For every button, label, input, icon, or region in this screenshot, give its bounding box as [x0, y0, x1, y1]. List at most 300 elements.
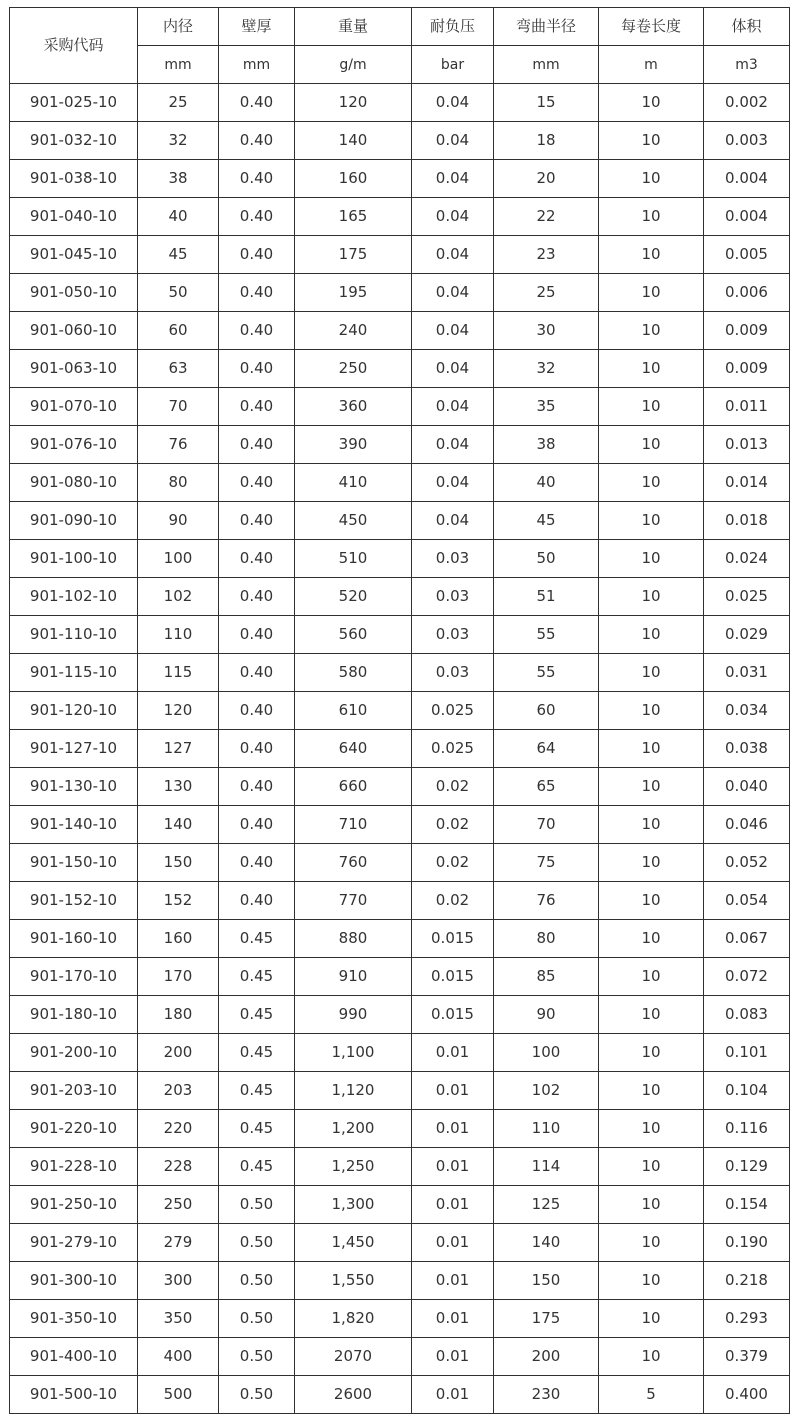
cell-wall-thickness: 0.45: [219, 1148, 295, 1186]
cell-inner-diameter: 160: [138, 920, 219, 958]
cell-bend-radius: 51: [494, 578, 599, 616]
cell-vacuum-resistance: 0.01: [412, 1072, 494, 1110]
cell-code: 901-076-10: [10, 426, 138, 464]
cell-wall-thickness: 0.40: [219, 312, 295, 350]
cell-code: 901-500-10: [10, 1376, 138, 1414]
cell-volume: 0.009: [704, 312, 790, 350]
cell-roll-length: 10: [599, 1072, 704, 1110]
cell-code: 901-152-10: [10, 882, 138, 920]
cell-inner-diameter: 120: [138, 692, 219, 730]
cell-wall-thickness: 0.50: [219, 1376, 295, 1414]
cell-roll-length: 10: [599, 654, 704, 692]
cell-vacuum-resistance: 0.015: [412, 996, 494, 1034]
cell-inner-diameter: 38: [138, 160, 219, 198]
cell-roll-length: 10: [599, 844, 704, 882]
cell-volume: 0.002: [704, 84, 790, 122]
cell-roll-length: 10: [599, 882, 704, 920]
cell-weight: 640: [295, 730, 412, 768]
cell-roll-length: 10: [599, 692, 704, 730]
cell-code: 901-120-10: [10, 692, 138, 730]
cell-bend-radius: 55: [494, 654, 599, 692]
unit-bend-radius: mm: [494, 46, 599, 84]
cell-weight: 1,120: [295, 1072, 412, 1110]
cell-weight: 120: [295, 84, 412, 122]
table-row: [10, 1110, 790, 1148]
cell-volume: 0.129: [704, 1148, 790, 1186]
cell-bend-radius: 80: [494, 920, 599, 958]
cell-volume: 0.034: [704, 692, 790, 730]
table-body: [10, 84, 790, 1414]
cell-inner-diameter: 127: [138, 730, 219, 768]
cell-bend-radius: 35: [494, 388, 599, 426]
cell-wall-thickness: 0.40: [219, 882, 295, 920]
cell-volume: 0.014: [704, 464, 790, 502]
cell-wall-thickness: 0.40: [219, 198, 295, 236]
cell-inner-diameter: 150: [138, 844, 219, 882]
cell-roll-length: 10: [599, 1186, 704, 1224]
cell-weight: 1,200: [295, 1110, 412, 1148]
cell-volume: 0.040: [704, 768, 790, 806]
header-row: [10, 8, 790, 46]
cell-volume: 0.101: [704, 1034, 790, 1072]
cell-wall-thickness: 0.50: [219, 1224, 295, 1262]
cell-code: 901-170-10: [10, 958, 138, 996]
table-row: [10, 122, 790, 160]
cell-code: 901-180-10: [10, 996, 138, 1034]
cell-weight: 250: [295, 350, 412, 388]
cell-volume: 0.009: [704, 350, 790, 388]
header-weight: 重量: [295, 8, 412, 46]
cell-vacuum-resistance: 0.03: [412, 654, 494, 692]
table-row: [10, 198, 790, 236]
cell-vacuum-resistance: 0.01: [412, 1148, 494, 1186]
table-row: [10, 920, 790, 958]
cell-bend-radius: 150: [494, 1262, 599, 1300]
header-wall-thickness: 壁厚: [219, 8, 295, 46]
header-inner-diameter: 内径: [138, 8, 219, 46]
cell-code: 901-150-10: [10, 844, 138, 882]
table-row: [10, 160, 790, 198]
cell-roll-length: 10: [599, 1224, 704, 1262]
cell-code: 901-127-10: [10, 730, 138, 768]
cell-roll-length: 10: [599, 350, 704, 388]
cell-weight: 910: [295, 958, 412, 996]
cell-volume: 0.154: [704, 1186, 790, 1224]
cell-inner-diameter: 500: [138, 1376, 219, 1414]
cell-vacuum-resistance: 0.04: [412, 464, 494, 502]
cell-code: 901-038-10: [10, 160, 138, 198]
cell-weight: 165: [295, 198, 412, 236]
header-vacuum-resistance: 耐负压: [412, 8, 494, 46]
header-code: 采购代码: [10, 8, 138, 84]
cell-roll-length: 10: [599, 578, 704, 616]
cell-inner-diameter: 80: [138, 464, 219, 502]
cell-roll-length: 10: [599, 198, 704, 236]
table-row: [10, 426, 790, 464]
cell-wall-thickness: 0.45: [219, 996, 295, 1034]
cell-wall-thickness: 0.40: [219, 274, 295, 312]
cell-bend-radius: 50: [494, 540, 599, 578]
table-row: [10, 654, 790, 692]
cell-wall-thickness: 0.50: [219, 1300, 295, 1338]
cell-volume: 0.052: [704, 844, 790, 882]
cell-bend-radius: 70: [494, 806, 599, 844]
cell-code: 901-040-10: [10, 198, 138, 236]
cell-bend-radius: 230: [494, 1376, 599, 1414]
cell-bend-radius: 23: [494, 236, 599, 274]
cell-inner-diameter: 25: [138, 84, 219, 122]
cell-bend-radius: 200: [494, 1338, 599, 1376]
cell-bend-radius: 110: [494, 1110, 599, 1148]
cell-weight: 990: [295, 996, 412, 1034]
cell-weight: 1,450: [295, 1224, 412, 1262]
unit-inner-diameter: mm: [138, 46, 219, 84]
cell-wall-thickness: 0.40: [219, 464, 295, 502]
cell-weight: 240: [295, 312, 412, 350]
cell-wall-thickness: 0.40: [219, 160, 295, 198]
cell-inner-diameter: 70: [138, 388, 219, 426]
cell-inner-diameter: 60: [138, 312, 219, 350]
cell-weight: 1,250: [295, 1148, 412, 1186]
cell-roll-length: 10: [599, 806, 704, 844]
cell-roll-length: 10: [599, 768, 704, 806]
cell-bend-radius: 64: [494, 730, 599, 768]
cell-weight: 140: [295, 122, 412, 160]
cell-wall-thickness: 0.40: [219, 844, 295, 882]
cell-wall-thickness: 0.40: [219, 236, 295, 274]
cell-volume: 0.054: [704, 882, 790, 920]
unit-weight: g/m: [295, 46, 412, 84]
cell-vacuum-resistance: 0.04: [412, 160, 494, 198]
table-row: [10, 578, 790, 616]
cell-bend-radius: 32: [494, 350, 599, 388]
cell-code: 901-279-10: [10, 1224, 138, 1262]
cell-inner-diameter: 102: [138, 578, 219, 616]
cell-volume: 0.400: [704, 1376, 790, 1414]
cell-code: 901-400-10: [10, 1338, 138, 1376]
cell-vacuum-resistance: 0.02: [412, 768, 494, 806]
table-row: [10, 84, 790, 122]
cell-code: 901-070-10: [10, 388, 138, 426]
table-row: [10, 388, 790, 426]
cell-roll-length: 10: [599, 1110, 704, 1148]
cell-weight: 770: [295, 882, 412, 920]
cell-inner-diameter: 350: [138, 1300, 219, 1338]
cell-inner-diameter: 200: [138, 1034, 219, 1072]
cell-volume: 0.011: [704, 388, 790, 426]
cell-inner-diameter: 180: [138, 996, 219, 1034]
cell-inner-diameter: 279: [138, 1224, 219, 1262]
cell-code: 901-160-10: [10, 920, 138, 958]
cell-bend-radius: 100: [494, 1034, 599, 1072]
cell-vacuum-resistance: 0.02: [412, 844, 494, 882]
cell-vacuum-resistance: 0.01: [412, 1300, 494, 1338]
cell-roll-length: 10: [599, 502, 704, 540]
cell-wall-thickness: 0.40: [219, 692, 295, 730]
unit-vacuum-resistance: bar: [412, 46, 494, 84]
cell-code: 901-228-10: [10, 1148, 138, 1186]
cell-wall-thickness: 0.40: [219, 654, 295, 692]
cell-inner-diameter: 45: [138, 236, 219, 274]
cell-vacuum-resistance: 0.01: [412, 1034, 494, 1072]
cell-vacuum-resistance: 0.01: [412, 1110, 494, 1148]
table-row: [10, 996, 790, 1034]
cell-weight: 1,300: [295, 1186, 412, 1224]
cell-vacuum-resistance: 0.025: [412, 730, 494, 768]
cell-weight: 710: [295, 806, 412, 844]
cell-roll-length: 5: [599, 1376, 704, 1414]
cell-bend-radius: 55: [494, 616, 599, 654]
table-row: [10, 236, 790, 274]
cell-wall-thickness: 0.40: [219, 426, 295, 464]
cell-weight: 660: [295, 768, 412, 806]
spec-table: [9, 7, 790, 1414]
cell-roll-length: 10: [599, 1034, 704, 1072]
cell-inner-diameter: 110: [138, 616, 219, 654]
table-row: [10, 1262, 790, 1300]
cell-weight: 2070: [295, 1338, 412, 1376]
cell-code: 901-100-10: [10, 540, 138, 578]
cell-volume: 0.029: [704, 616, 790, 654]
cell-bend-radius: 45: [494, 502, 599, 540]
cell-wall-thickness: 0.45: [219, 1072, 295, 1110]
cell-code: 901-102-10: [10, 578, 138, 616]
cell-code: 901-300-10: [10, 1262, 138, 1300]
cell-inner-diameter: 400: [138, 1338, 219, 1376]
header-volume: 体积: [704, 8, 790, 46]
table-row: [10, 1338, 790, 1376]
cell-weight: 580: [295, 654, 412, 692]
cell-wall-thickness: 0.45: [219, 1034, 295, 1072]
cell-vacuum-resistance: 0.015: [412, 920, 494, 958]
table-row: [10, 844, 790, 882]
cell-weight: 880: [295, 920, 412, 958]
cell-wall-thickness: 0.45: [219, 920, 295, 958]
header-bend-radius: 弯曲半径: [494, 8, 599, 46]
cell-wall-thickness: 0.40: [219, 806, 295, 844]
cell-volume: 0.038: [704, 730, 790, 768]
cell-wall-thickness: 0.40: [219, 388, 295, 426]
table-row: [10, 540, 790, 578]
cell-inner-diameter: 228: [138, 1148, 219, 1186]
cell-inner-diameter: 220: [138, 1110, 219, 1148]
cell-bend-radius: 85: [494, 958, 599, 996]
cell-vacuum-resistance: 0.04: [412, 502, 494, 540]
cell-code: 901-090-10: [10, 502, 138, 540]
cell-bend-radius: 90: [494, 996, 599, 1034]
cell-weight: 560: [295, 616, 412, 654]
cell-inner-diameter: 50: [138, 274, 219, 312]
cell-vacuum-resistance: 0.01: [412, 1224, 494, 1262]
cell-bend-radius: 20: [494, 160, 599, 198]
cell-wall-thickness: 0.40: [219, 502, 295, 540]
cell-wall-thickness: 0.50: [219, 1186, 295, 1224]
cell-code: 901-203-10: [10, 1072, 138, 1110]
cell-weight: 510: [295, 540, 412, 578]
table-row: [10, 1034, 790, 1072]
cell-bend-radius: 125: [494, 1186, 599, 1224]
cell-roll-length: 10: [599, 122, 704, 160]
cell-vacuum-resistance: 0.04: [412, 274, 494, 312]
table-row: [10, 350, 790, 388]
cell-weight: 520: [295, 578, 412, 616]
unit-volume: m3: [704, 46, 790, 84]
cell-weight: 195: [295, 274, 412, 312]
cell-inner-diameter: 250: [138, 1186, 219, 1224]
cell-weight: 1,550: [295, 1262, 412, 1300]
cell-roll-length: 10: [599, 426, 704, 464]
unit-roll-length: m: [599, 46, 704, 84]
cell-bend-radius: 30: [494, 312, 599, 350]
cell-vacuum-resistance: 0.04: [412, 426, 494, 464]
cell-bend-radius: 65: [494, 768, 599, 806]
cell-volume: 0.005: [704, 236, 790, 274]
cell-volume: 0.083: [704, 996, 790, 1034]
cell-bend-radius: 60: [494, 692, 599, 730]
cell-vacuum-resistance: 0.02: [412, 806, 494, 844]
cell-vacuum-resistance: 0.015: [412, 958, 494, 996]
cell-roll-length: 10: [599, 996, 704, 1034]
table-row: [10, 730, 790, 768]
cell-code: 901-080-10: [10, 464, 138, 502]
table-row: [10, 1300, 790, 1338]
cell-volume: 0.004: [704, 160, 790, 198]
cell-vacuum-resistance: 0.03: [412, 540, 494, 578]
cell-code: 901-060-10: [10, 312, 138, 350]
cell-code: 901-250-10: [10, 1186, 138, 1224]
cell-vacuum-resistance: 0.02: [412, 882, 494, 920]
cell-code: 901-115-10: [10, 654, 138, 692]
cell-vacuum-resistance: 0.01: [412, 1338, 494, 1376]
cell-roll-length: 10: [599, 920, 704, 958]
cell-volume: 0.003: [704, 122, 790, 160]
table-row: [10, 1186, 790, 1224]
cell-code: 901-025-10: [10, 84, 138, 122]
cell-inner-diameter: 170: [138, 958, 219, 996]
cell-code: 901-140-10: [10, 806, 138, 844]
table-row: [10, 882, 790, 920]
cell-bend-radius: 40: [494, 464, 599, 502]
cell-roll-length: 10: [599, 1300, 704, 1338]
cell-volume: 0.072: [704, 958, 790, 996]
cell-inner-diameter: 32: [138, 122, 219, 160]
cell-inner-diameter: 130: [138, 768, 219, 806]
cell-vacuum-resistance: 0.01: [412, 1376, 494, 1414]
cell-wall-thickness: 0.40: [219, 540, 295, 578]
cell-vacuum-resistance: 0.04: [412, 84, 494, 122]
cell-weight: 175: [295, 236, 412, 274]
cell-volume: 0.293: [704, 1300, 790, 1338]
cell-bend-radius: 175: [494, 1300, 599, 1338]
table-row: [10, 1224, 790, 1262]
cell-vacuum-resistance: 0.04: [412, 350, 494, 388]
cell-wall-thickness: 0.40: [219, 768, 295, 806]
cell-weight: 450: [295, 502, 412, 540]
cell-volume: 0.190: [704, 1224, 790, 1262]
cell-volume: 0.013: [704, 426, 790, 464]
cell-code: 901-110-10: [10, 616, 138, 654]
cell-volume: 0.024: [704, 540, 790, 578]
cell-bend-radius: 15: [494, 84, 599, 122]
cell-inner-diameter: 100: [138, 540, 219, 578]
cell-volume: 0.025: [704, 578, 790, 616]
cell-wall-thickness: 0.50: [219, 1262, 295, 1300]
cell-bend-radius: 76: [494, 882, 599, 920]
cell-vacuum-resistance: 0.04: [412, 122, 494, 160]
cell-vacuum-resistance: 0.03: [412, 578, 494, 616]
cell-inner-diameter: 40: [138, 198, 219, 236]
cell-volume: 0.004: [704, 198, 790, 236]
cell-volume: 0.116: [704, 1110, 790, 1148]
table-row: [10, 958, 790, 996]
cell-inner-diameter: 90: [138, 502, 219, 540]
cell-wall-thickness: 0.40: [219, 730, 295, 768]
cell-code: 901-063-10: [10, 350, 138, 388]
table-row: [10, 616, 790, 654]
cell-volume: 0.006: [704, 274, 790, 312]
table-row: [10, 502, 790, 540]
cell-wall-thickness: 0.50: [219, 1338, 295, 1376]
header-roll-length: 每卷长度: [599, 8, 704, 46]
cell-weight: 610: [295, 692, 412, 730]
cell-bend-radius: 140: [494, 1224, 599, 1262]
table-row: [10, 1072, 790, 1110]
table-row: [10, 806, 790, 844]
cell-vacuum-resistance: 0.04: [412, 388, 494, 426]
cell-bend-radius: 102: [494, 1072, 599, 1110]
cell-roll-length: 10: [599, 84, 704, 122]
cell-vacuum-resistance: 0.04: [412, 312, 494, 350]
cell-code: 901-032-10: [10, 122, 138, 160]
cell-inner-diameter: 140: [138, 806, 219, 844]
cell-inner-diameter: 152: [138, 882, 219, 920]
cell-roll-length: 10: [599, 160, 704, 198]
cell-bend-radius: 18: [494, 122, 599, 160]
cell-vacuum-resistance: 0.025: [412, 692, 494, 730]
cell-code: 901-045-10: [10, 236, 138, 274]
cell-roll-length: 10: [599, 312, 704, 350]
cell-volume: 0.104: [704, 1072, 790, 1110]
cell-bend-radius: 114: [494, 1148, 599, 1186]
cell-vacuum-resistance: 0.04: [412, 236, 494, 274]
cell-wall-thickness: 0.45: [219, 958, 295, 996]
cell-weight: 760: [295, 844, 412, 882]
cell-bend-radius: 25: [494, 274, 599, 312]
cell-code: 901-130-10: [10, 768, 138, 806]
cell-volume: 0.031: [704, 654, 790, 692]
cell-weight: 1,100: [295, 1034, 412, 1072]
cell-inner-diameter: 115: [138, 654, 219, 692]
cell-vacuum-resistance: 0.04: [412, 198, 494, 236]
cell-volume: 0.046: [704, 806, 790, 844]
cell-weight: 360: [295, 388, 412, 426]
cell-roll-length: 10: [599, 1148, 704, 1186]
cell-wall-thickness: 0.40: [219, 578, 295, 616]
cell-inner-diameter: 300: [138, 1262, 219, 1300]
cell-code: 901-050-10: [10, 274, 138, 312]
table-row: [10, 312, 790, 350]
cell-wall-thickness: 0.40: [219, 350, 295, 388]
cell-wall-thickness: 0.45: [219, 1110, 295, 1148]
cell-volume: 0.018: [704, 502, 790, 540]
cell-roll-length: 10: [599, 464, 704, 502]
cell-roll-length: 10: [599, 730, 704, 768]
cell-bend-radius: 38: [494, 426, 599, 464]
cell-volume: 0.218: [704, 1262, 790, 1300]
table-row: [10, 692, 790, 730]
cell-vacuum-resistance: 0.01: [412, 1186, 494, 1224]
table-row: [10, 1148, 790, 1186]
